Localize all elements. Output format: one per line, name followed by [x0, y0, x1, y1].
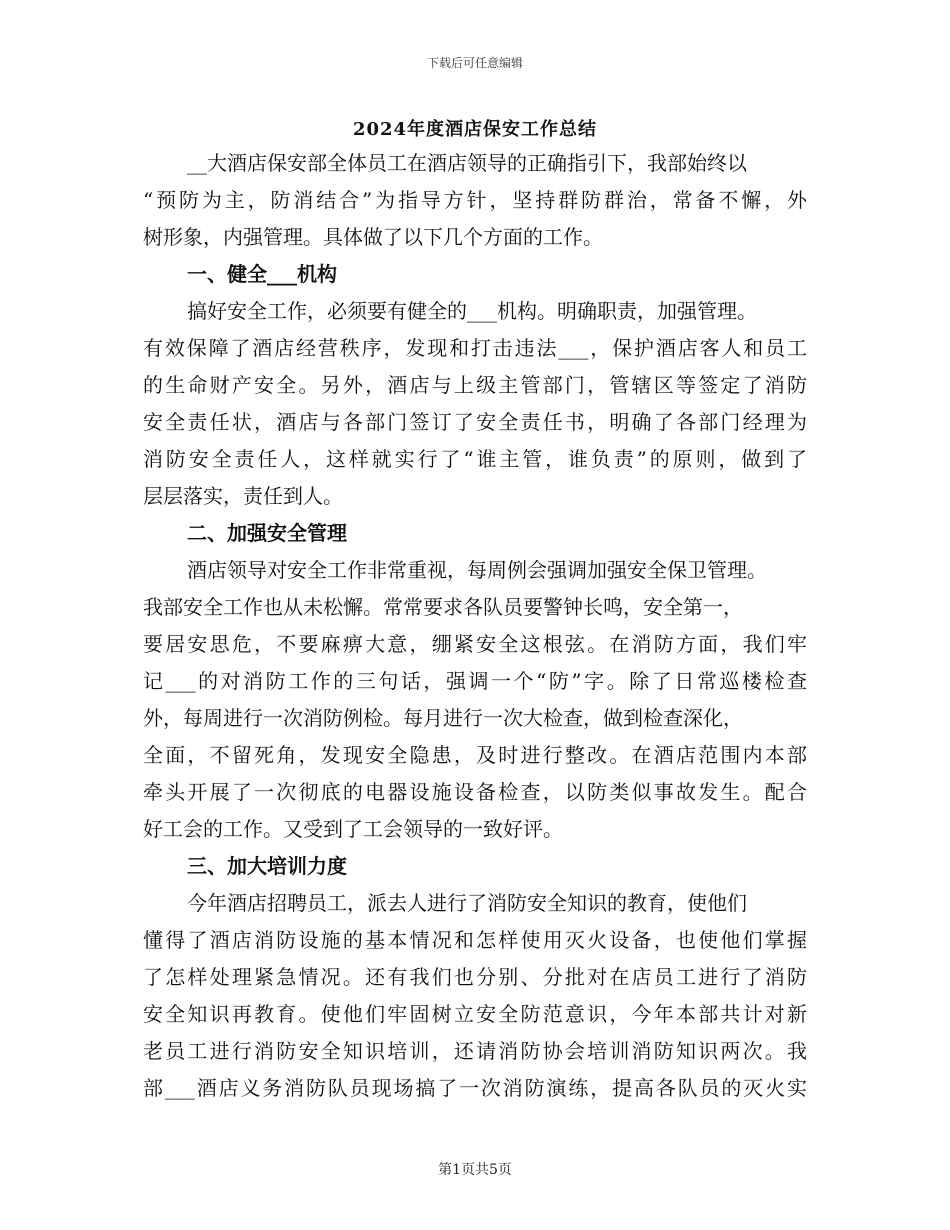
body-text-line: 的生命财产安全。另外，酒店与上级主管部门，管辖区等签定了消防 [143, 373, 807, 397]
section-heading: 一、健全___机构 [187, 262, 337, 286]
body-text-line: 牵头开展了一次彻底的电器设施设备检查，以防类似事故发生。配合 [143, 780, 807, 804]
body-text-line: 懂得了酒店消防设施的基本情况和怎样使用灭火设备，也使他们掌握 [143, 928, 807, 952]
body-text-line: 外，每周进行一次消防例检。每月进行一次大检查，做到检查深化， [143, 706, 743, 730]
body-text-line: 消防安全责任人，这样就实行了“谁主管，谁负责”的原则，做到了 [143, 447, 807, 471]
body-text-line: 要居安思危，不要麻痹大意，绷紧安全这根弦。在消防方面，我们牢 [143, 632, 807, 656]
body-text-line: “预防为主，防消结合”为指导方针，坚持群防群治，常备不懈，外 [143, 188, 807, 212]
body-text-line: 有效保障了酒店经营秩序，发现和打击违法___，保护酒店客人和员工 [143, 336, 807, 360]
body-text-line: 部___酒店义务消防队员现场搞了一次消防演练，提高各队员的灭火实 [143, 1076, 807, 1100]
body-text-line: 了怎样处理紧急情况。还有我们也分别、分批对在店员工进行了消防 [143, 965, 807, 989]
body-text-line: 层层落实，责任到人。 [143, 484, 343, 508]
page-number-footer: 第1页共5页 [438, 1162, 512, 1178]
document-body [143, 145, 807, 1107]
body-text-line: 安全知识再教育。使他们牢固树立安全防范意识，今年本部共计对新 [143, 1002, 807, 1026]
body-text-line: 我部安全工作也从未松懈。常常要求各队员要警钟长鸣，安全第一， [143, 595, 743, 619]
section-heading: 三、加大培训力度 [187, 854, 347, 878]
body-text-line: 好工会的工作。又受到了工会领导的一致好评。 [143, 817, 563, 841]
body-text-line: 安全责任状，酒店与各部门签订了安全责任书，明确了各部门经理为 [143, 410, 807, 434]
body-text-line: __大酒店保安部全体员工在酒店领导的正确指引下，我部始终以 [187, 151, 747, 175]
body-text-line: 酒店领导对安全工作非常重视，每周例会强调加强安全保卫管理。 [187, 558, 767, 582]
document-title: 2024年度酒店保安工作总结 [352, 119, 598, 140]
body-text-line: 搞好安全工作，必须要有健全的___机构。明确职责，加强管理。 [187, 299, 757, 323]
body-text-line: 全面，不留死角，发现安全隐患，及时进行整改。在酒店范围内本部 [143, 743, 807, 767]
section-heading: 二、加强安全管理 [187, 521, 347, 545]
body-text-line: 今年酒店招聘员工，派去人进行了消防安全知识的教育，使他们 [187, 891, 747, 915]
body-text-line: 记___的对消防工作的三句话，强调一个“防”字。除了日常巡楼检查 [143, 669, 807, 693]
header-note: 下载后可任意编辑 [426, 56, 523, 70]
body-text-line: 老员工进行消防安全知识培训，还请消防协会培训消防知识两次。我 [143, 1039, 807, 1063]
body-text-line: 树形象，内强管理。具体做了以下几个方面的工作。 [143, 225, 603, 249]
